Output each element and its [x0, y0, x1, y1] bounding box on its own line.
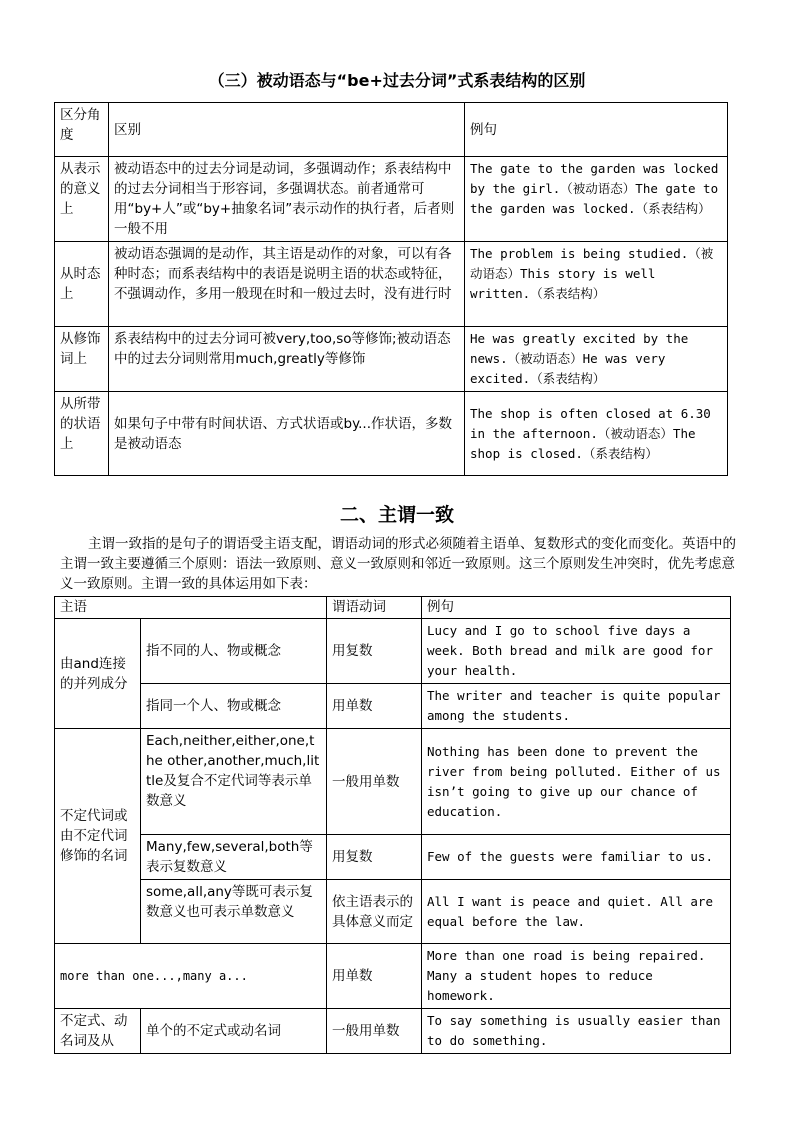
table-row [55, 157, 728, 242]
verb-cell: 一般用单数 [327, 1009, 422, 1054]
row-aspect: 从所带的状语上 [55, 392, 109, 476]
subject-cell: 单个的不定式或动名词 [141, 1009, 327, 1054]
row-aspect: 从表示的意义上 [55, 157, 109, 242]
table-row [55, 392, 728, 476]
subject-cell: more than one...,many a... [55, 944, 327, 1009]
header-subject: 主语 [55, 597, 327, 619]
example-cell: Lucy and I go to school five days a week. Both bread and milk are good for your health. [422, 619, 731, 684]
row-example: He was greatly excited by the news.（被动语态）He was very excited.（系表结构） [465, 327, 728, 392]
group-label: 不定式、动名词及从 [55, 1009, 141, 1054]
row-difference: 被动语态强调的是动作，其主语是动作的对象，可以有各种时态；而系表结构中的表语是说明主语的状态或特征，不强调动作，多用一般现在时和一般过去时，没有进行时 [109, 242, 465, 327]
header-difference: 区别 [109, 103, 465, 157]
verb-cell: 依主语表示的具体意义而定 [327, 880, 422, 944]
verb-cell: 一般用单数 [327, 729, 422, 835]
table-row [55, 242, 728, 327]
verb-cell: 用复数 [327, 619, 422, 684]
row-difference: 如果句子中带有时间状语、方式状语或by...作状语，多数是被动语态 [109, 392, 465, 476]
table-row [55, 619, 731, 684]
table-row [55, 880, 731, 944]
row-example: The problem is being studied.（被动语态）This story is well written.（系表结构） [465, 242, 728, 327]
group-label: 由and连接的并列成分 [55, 619, 141, 729]
verb-cell: 用复数 [327, 835, 422, 880]
header-example: 例句 [422, 597, 731, 619]
table-row [55, 684, 731, 729]
subject-cell: Each,neither,either,one,the other,another,much,little及复合不定代词等表示单数意义 [141, 729, 327, 835]
passive-vs-linking-table [54, 102, 728, 476]
verb-cell: 用单数 [327, 684, 422, 729]
row-example: The gate to the garden was locked by the girl.（被动语态）The gate to the garden was locked.（系表结构） [465, 157, 728, 242]
subject-cell: 指同一个人、物或概念 [141, 684, 327, 729]
table-row [55, 327, 728, 392]
header-aspect: 区分角度 [55, 103, 109, 157]
table-row [55, 835, 731, 880]
example-cell: Few of the guests were familiar to us. [422, 835, 731, 880]
section-heading: 二、主谓一致 [339, 504, 454, 526]
example-cell: Nothing has been done to prevent the river from being polluted. Either of us isn’t going to give up our chance of education. [422, 729, 731, 835]
row-example: The shop is often closed at 6.30 in the afternoon.（被动语态）The shop is closed.（系表结构） [465, 392, 728, 476]
row-aspect: 从修饰词上 [55, 327, 109, 392]
subject-verb-agreement-table [54, 596, 731, 1054]
example-cell: All I want is peace and quiet. All are equal before the law. [422, 880, 731, 944]
example-cell: The writer and teacher is quite popular among the students. [422, 684, 731, 729]
section-title: （三）被动语态与“be+过去分词”式系表结构的区别 [208, 71, 586, 90]
verb-cell: 用单数 [327, 944, 422, 1009]
table-header-row [55, 597, 731, 619]
subject-cell: some,all,any等既可表示复数意义也可表示单数意义 [141, 880, 327, 944]
subject-cell: 指不同的人、物或概念 [141, 619, 327, 684]
intro-paragraph: 主谓一致指的是句子的谓语受主语支配，谓语动词的形式必须随着主语单、复数形式的变化而变化。英语中的主谓一致主要遵循三个原则：语法一致原则、意义一致原则和邻近一致原则。这三个原则发生冲突时，优先考虑意义一致原则。主谓一致的具体运用如下表： [60, 536, 736, 592]
example-cell: More than one road is being repaired. Many a student hopes to reduce homework. [422, 944, 731, 1009]
example-cell: To say something is usually easier than to do something. [422, 1009, 731, 1054]
header-verb: 谓语动词 [327, 597, 422, 619]
row-aspect: 从时态上 [55, 242, 109, 327]
table-row [55, 729, 731, 835]
table-header-row [55, 103, 728, 157]
table-row [55, 944, 731, 1009]
table-row [55, 1009, 731, 1054]
row-difference: 系表结构中的过去分词可被very,too,so等修饰;被动语态中的过去分词则常用much,greatly等修饰 [109, 327, 465, 392]
group-label: 不定代词或由不定代词修饰的名词 [55, 729, 141, 944]
row-difference: 被动语态中的过去分词是动词，多强调动作；系表结构中的过去分词相当于形容词，多强调状态。前者通常可用“by+人”或“by+抽象名词”表示动作的执行者，后者则一般不用 [109, 157, 465, 242]
header-example: 例句 [465, 103, 728, 157]
subject-cell: Many,few,several,both等表示复数意义 [141, 835, 327, 880]
